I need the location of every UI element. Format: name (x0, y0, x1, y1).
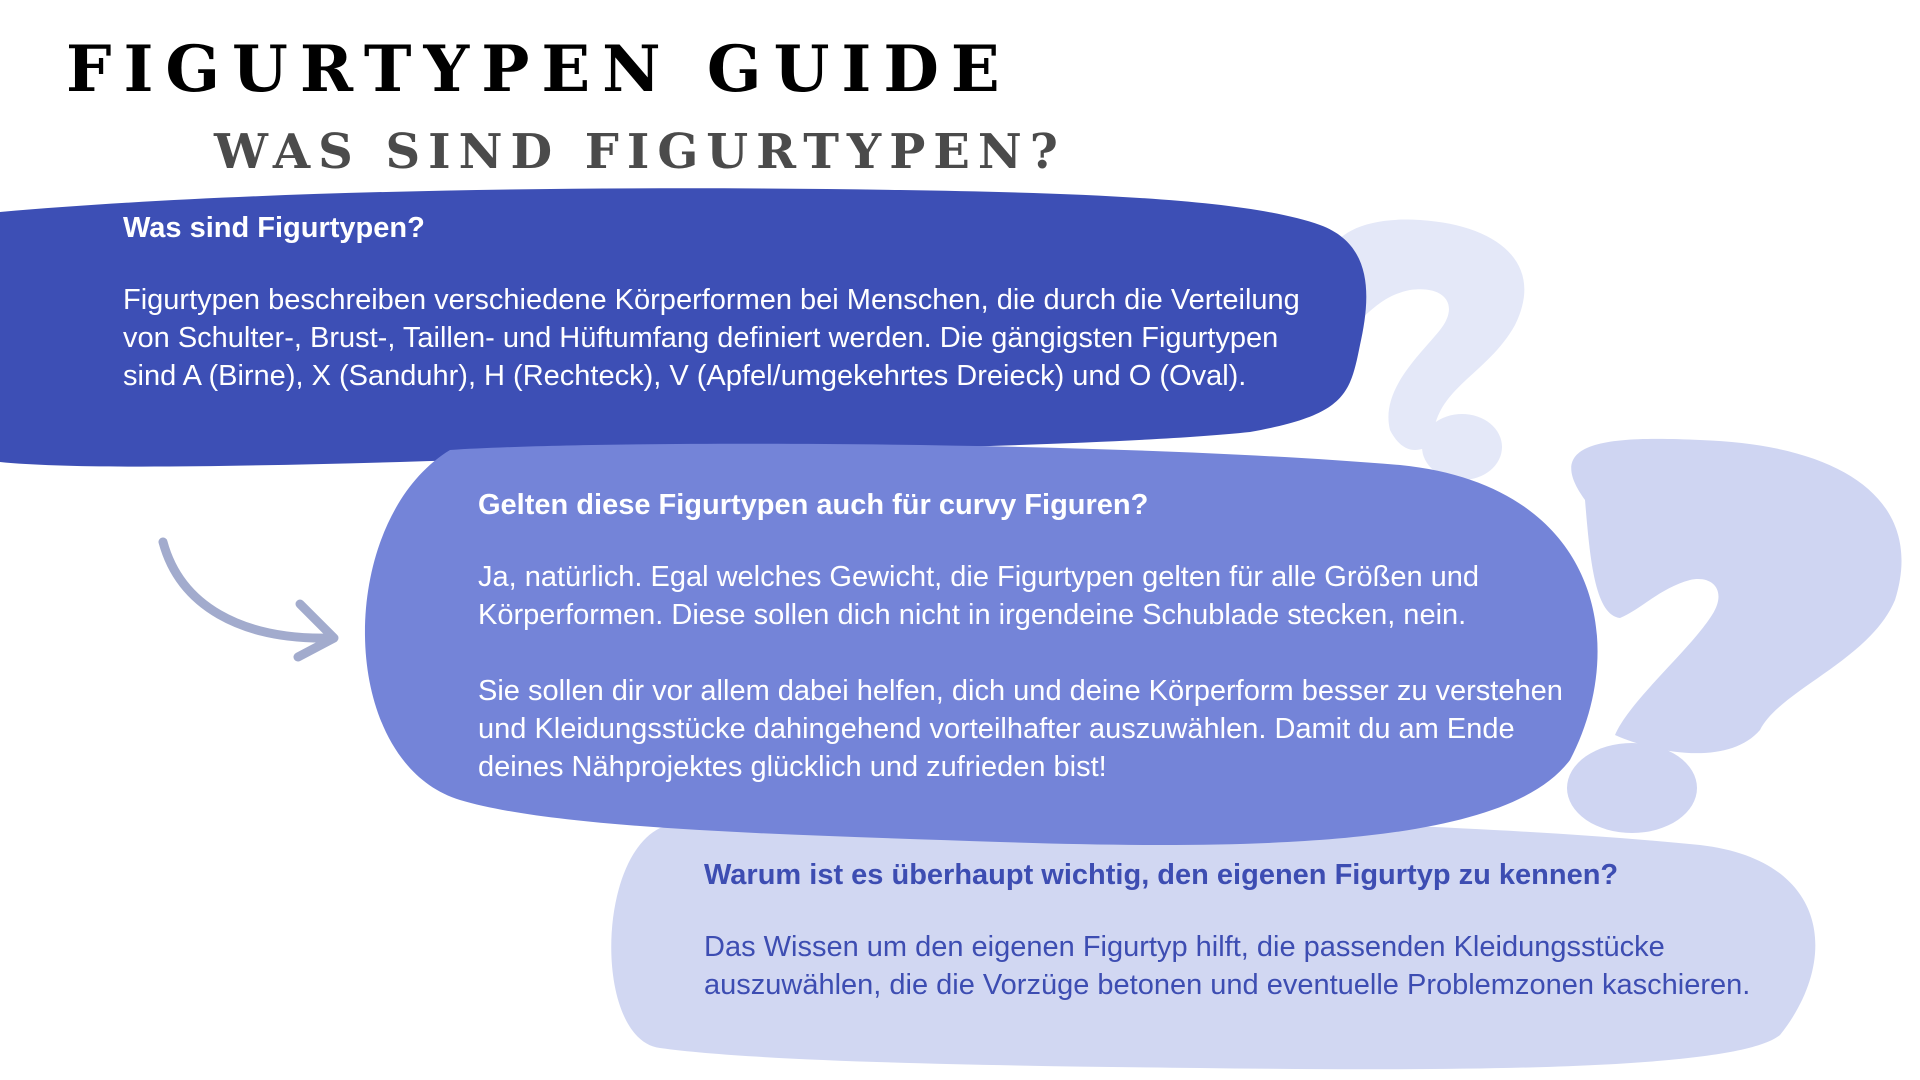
page-subtitle: WAS SIND FIGURTYPEN? (214, 124, 1066, 180)
bubble-paragraph: Figurtypen beschreiben verschiedene Körperformen bei Menschen, die durch die Verteilung von Schulter-, Brust-, Taillen- und Hüftumfang definiert werden. Die gängigsten Figurtypen sind A (Birne), X (Sanduhr), H (Rechteck), V (Apfel/umgekehrtes Dreieck) und O (Oval). (123, 284, 1300, 392)
bubble-paragraph: Sie sollen dir vor allem dabei helfen, dich und deine Körperform besser zu verstehen und Kleidungsstücke dahingehend vorteilhafter auszuwählen. Damit du am Ende deines Nähprojektes glücklich und zufrieden bist! (478, 675, 1563, 783)
info-bubble-2 (478, 486, 1598, 786)
bubble-heading: Warum ist es überhaupt wichtig, den eigenen Figurtyp zu kennen? (704, 859, 1619, 891)
info-bubble-1 (123, 209, 1313, 395)
info-bubble-3 (704, 856, 1754, 1004)
bubble-heading: Gelten diese Figurtypen auch für curvy Figuren? (478, 489, 1149, 521)
page-title: FIGURTYPEN GUIDE (66, 32, 1012, 107)
bubble-paragraph: Ja, natürlich. Egal welches Gewicht, die Figurtypen gelten für alle Größen und Körperformen. Diese sollen dich nicht in irgendeine Schublade stecken, nein. (478, 561, 1480, 631)
question-mark-icon (1571, 439, 1901, 753)
curved-arrow-icon (163, 542, 334, 657)
bubble-paragraph: Das Wissen um den eigenen Figurtyp hilft, die passenden Kleidungsstücke auszuwählen, die die Vorzüge betonen und eventuelle Problemzonen kaschieren. (704, 931, 1751, 1001)
bubble-heading: Was sind Figurtypen? (123, 212, 425, 244)
